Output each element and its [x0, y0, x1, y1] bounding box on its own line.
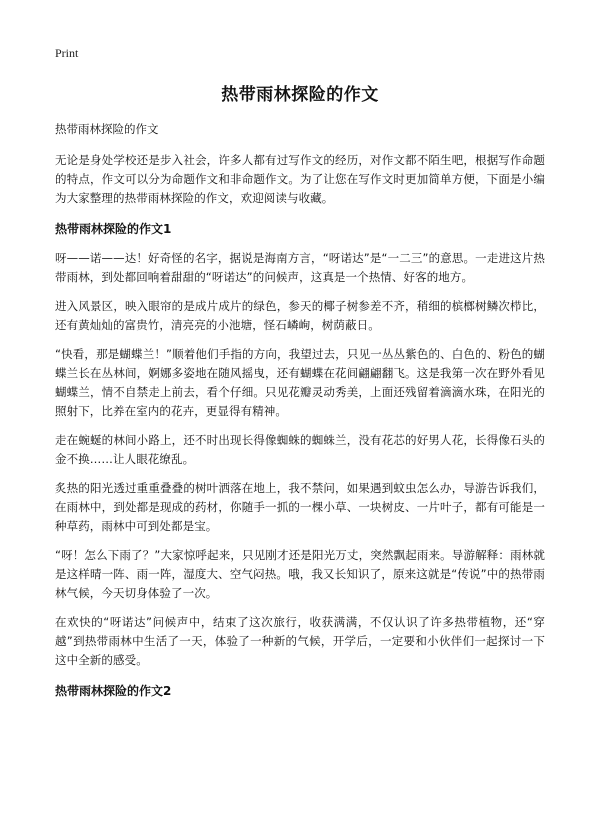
article-subtitle: 热带雨林探险的作文 [55, 122, 159, 136]
article-body [55, 120, 545, 711]
paragraph: 在欢快的“呀诺达”问候声中，结束了这次旅行，收获满满，不仅认识了许多热带植物，还“穿越”到热带雨林中生活了一天，体验了一种新的气候，开学后，一定要和小伙伴们一起探讨一下这中全新的感受。 [55, 615, 545, 667]
section-heading-2: 热带雨林探险的作文2 [55, 684, 172, 698]
paragraph: “呀！怎么下雨了？”大家惊呼起来，只见刚才还是阳光万丈，突然飘起雨来。导游解释：雨林就是这样晴一阵、雨一阵，湿度大、空气闷热。哦，我又长知识了，原来这就是“传说”中的热带雨林气候，今天切身体验了一次。 [55, 548, 545, 600]
print-link[interactable]: Print [55, 46, 79, 60]
paragraph: 呀——诺——达！好奇怪的名字，据说是海南方言，“呀诺达”是“一二三”的意思。一走进这片热带雨林，到处都回响着甜甜的“呀诺达”的问候声，这真是一个热情、好客的地方。 [55, 251, 545, 284]
page-title: 热带雨林探险的作文 [221, 85, 379, 105]
paragraph: “快看，那是蝴蝶兰！”顺着他们手指的方向，我望过去，只见一丛丛紫色的、白色的、粉色的蝴蝶兰长在丛林间，婀娜多姿地在随风摇曳，还有蝴蝶在花间翩翩翻飞。这是我第一次在野外看见蝴蝶兰，情不自禁走上前去，看个仔细。只见花瓣灵动秀美，上面还残留着滴滴水珠，在阳光的照射下，比养在室内的花卉，更显得有精神。 [55, 347, 545, 418]
paragraph: 进入风景区，映入眼帘的是成片成片的绿色，参天的椰子树参差不齐，稍细的槟榔树鳞次栉比，还有黄灿灿的富贵竹，清亮亮的小池塘，怪石嶙峋，树荫蔽日。 [55, 299, 545, 332]
paragraph: 炙热的阳光透过重重叠叠的树叶洒落在地上，我不禁问，如果遇到蚊虫怎么办，导游告诉我们，在雨林中，到处都是现成的药材，你随手一抓的一棵小草、一块树皮、一片叶子，都有可能是一种草药，雨林中可到处都是宝。 [55, 481, 545, 533]
paragraph: 走在蜿蜒的林间小路上，还不时出现长得像蜘蛛的蜘蛛兰，没有花芯的好男人花，长得像石头的金不换……让人眼花缭乱。 [55, 433, 545, 466]
section-heading-1: 热带雨林探险的作文1 [55, 222, 172, 236]
intro-paragraph: 无论是身处学校还是步入社会，许多人都有过写作文的经历，对作文都不陌生吧，根据写作命题的特点，作文可以分为命题作文和非命题作文。为了让您在写作文时更加简单方便，下面是小编为大家整理的热带雨林探险的作文，欢迎阅读与收藏。 [55, 153, 545, 205]
